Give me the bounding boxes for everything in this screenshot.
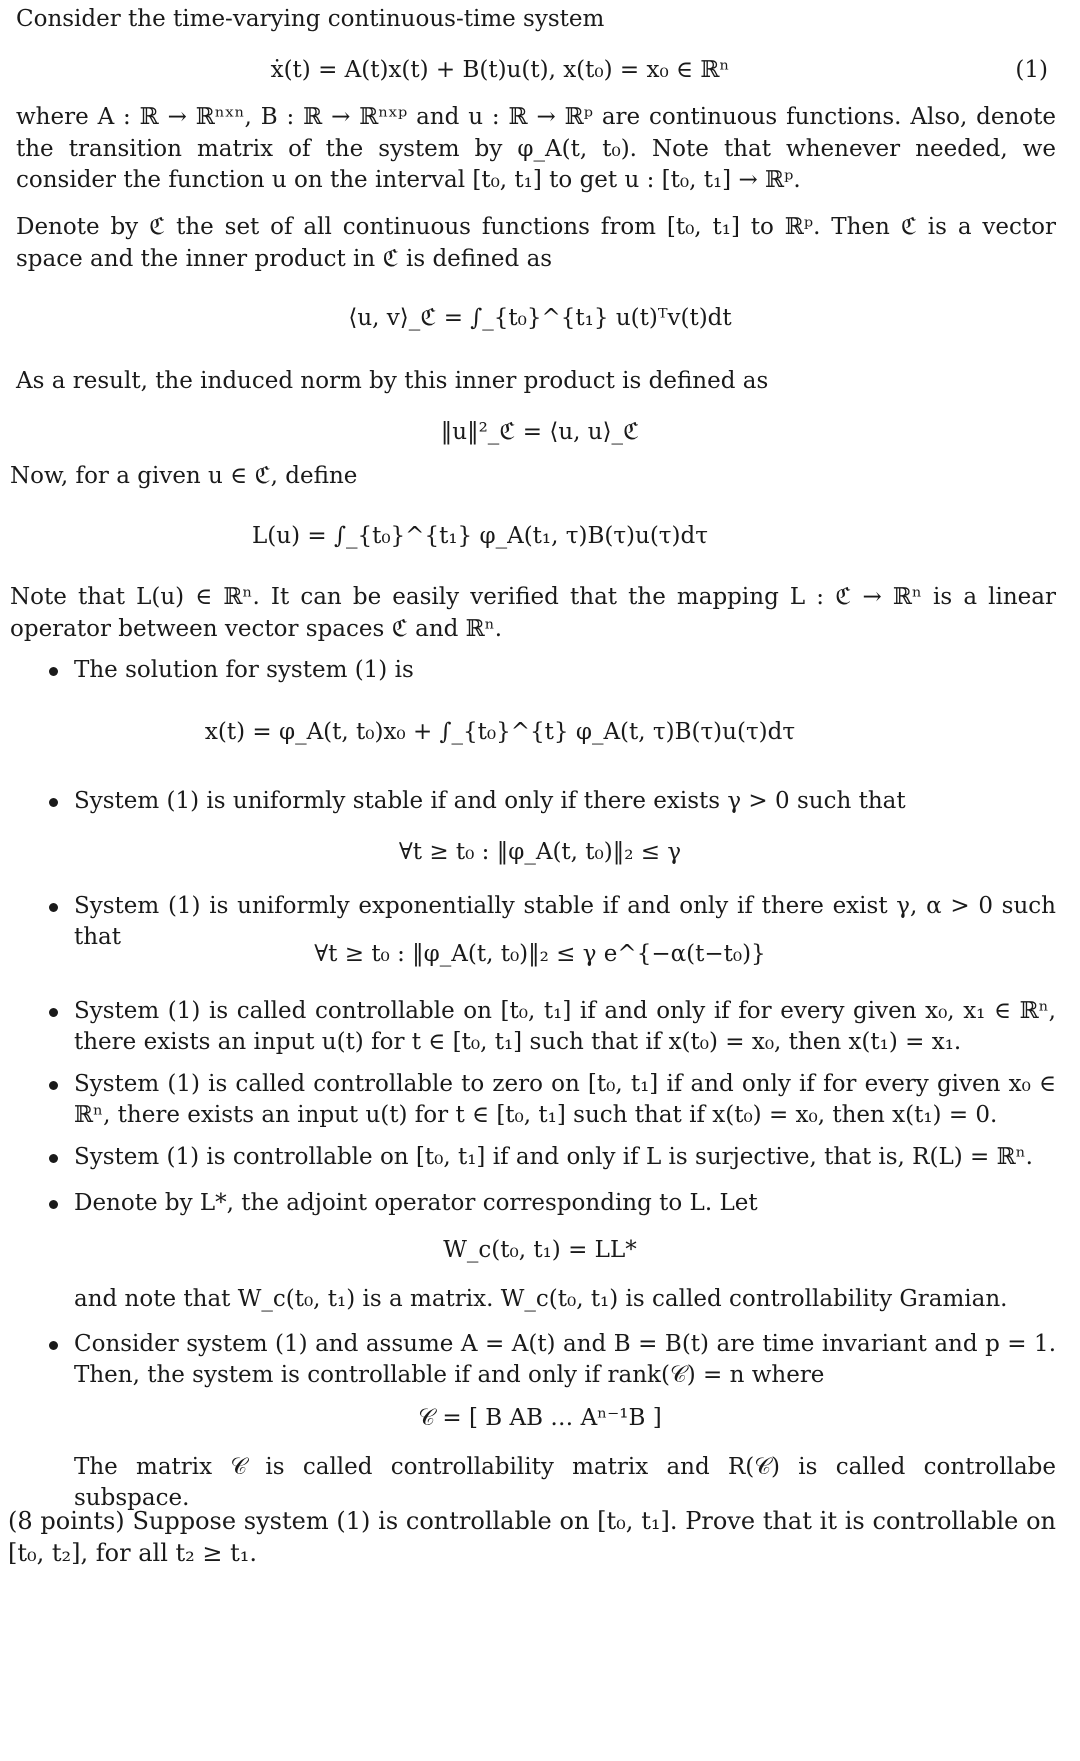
equation-norm: ‖u‖²_ℭ = ⟨u, u⟩_ℭ [440, 419, 640, 445]
controllability-matrix-note: The matrix 𝒞 is called controllability matrix and R(𝒞) is called controllabe subspace. [74, 1454, 1056, 1511]
equation-stable: ∀t ≥ t₀ : ‖φ_A(t, t₀)‖₂ ≤ γ [398, 839, 682, 865]
equation-exp-stable: ∀t ≥ t₀ : ‖φ_A(t, t₀)‖₂ ≤ γ e^{−α(t−t₀)} [314, 941, 766, 967]
bullet-controllable-to-zero: System (1) is called controllable to zero on [t₀, t₁] if and only if for every given x₀ ∈ ℝⁿ, there exists an input u(t) for t ∈ [t₀, t₁] such that if x(t₀) = x₀, then x(t₁) = 0. [74, 1071, 1056, 1128]
bullet-uniformly-stable: System (1) is uniformly stable if and only if there exists γ > 0 such that [74, 788, 906, 814]
bullet-controllability-matrix: Consider system (1) and assume A = A(t) and B = B(t) are time invariant and p = 1. Then, the system is controllable if and only if rank(𝒞) = n where [74, 1331, 1056, 1388]
equation-gramian: W_c(t₀, t₁) = LL* [443, 1237, 637, 1263]
bullet-marker [49, 903, 58, 912]
bullet-marker [49, 1154, 58, 1163]
bullet-solution: The solution for system (1) is [74, 657, 414, 683]
paragraph-now: Now, for a given u ∈ ℭ, define [10, 463, 358, 489]
equation-1-number: (1) [1015, 57, 1048, 83]
bullet-controllable: System (1) is called controllable on [t₀, t₁] if and only if for every given x₀, x₁ ∈ ℝⁿ, there exists an input u(t) for t ∈ [t₀, t₁] such that if x(t₀) = x₀, then x(t₁) = x₁. [74, 998, 1056, 1055]
bullet-marker [49, 798, 58, 807]
equation-inner-product: ⟨u, v⟩_ℭ = ∫_{t₀}^{t₁} u(t)ᵀv(t)dt [348, 305, 732, 331]
bullet-adjoint: Denote by L*, the adjoint operator corresponding to L. Let [74, 1190, 758, 1216]
bullet-marker [49, 667, 58, 676]
bullet-marker [49, 1341, 58, 1350]
bullet-marker [49, 1081, 58, 1090]
paragraph-denote: Denote by ℭ the set of all continuous functions from [t₀, t₁] to ℝᵖ. Then ℭ is a vector space and the inner product in ℭ is defined as [16, 214, 1056, 272]
bullet-exponentially-stable: System (1) is uniformly exponentially stable if and only if there exist γ, α > 0 such that [74, 893, 1056, 950]
equation-controllability-matrix: 𝒞 = [ B AB … Aⁿ⁻¹B ] [418, 1405, 662, 1431]
bullet-surjective: System (1) is controllable on [t₀, t₁] if and only if L is surjective, that is, R(L) = ℝⁿ. [74, 1144, 1033, 1170]
problem-statement: (8 points) Suppose system (1) is controllable on [t₀, t₁]. Prove that it is controllable on [t₀, t₂], for all t₂ ≥ t₁. [8, 1507, 1056, 1567]
equation-1: ẋ(t) = A(t)x(t) + B(t)u(t), x(t₀) = x₀ ∈ ℝⁿ [270, 57, 730, 83]
intro-text: Consider the time-varying continuous-time system [16, 6, 605, 32]
bullet-marker [49, 1008, 58, 1017]
paragraph-result: As a result, the induced norm by this inner product is defined as [16, 368, 769, 394]
equation-solution: x(t) = φ_A(t, t₀)x₀ + ∫_{t₀}^{t} φ_A(t, τ)B(τ)u(τ)dτ [204, 719, 796, 745]
paragraph-where: where A : ℝ → ℝⁿˣⁿ, B : ℝ → ℝⁿˣᵖ and u : ℝ → ℝᵖ are continuous functions. Also, denote the transition matrix of the system by φ_A(t, t₀). Note that whenever needed, we consider the function u on the interval [t₀, t₁] to get u : [t₀, t₁] → ℝᵖ. [16, 104, 1056, 193]
equation-L: L(u) = ∫_{t₀}^{t₁} φ_A(t₁, τ)B(τ)u(τ)dτ [252, 523, 708, 549]
paragraph-note: Note that L(u) ∈ ℝⁿ. It can be easily verified that the mapping L : ℭ → ℝⁿ is a linear operator between vector spaces ℭ and ℝⁿ. [10, 584, 1056, 642]
bullet-marker [49, 1200, 58, 1209]
gramian-note: and note that W_c(t₀, t₁) is a matrix. W_c(t₀, t₁) is called controllability Gramian. [74, 1286, 1008, 1312]
